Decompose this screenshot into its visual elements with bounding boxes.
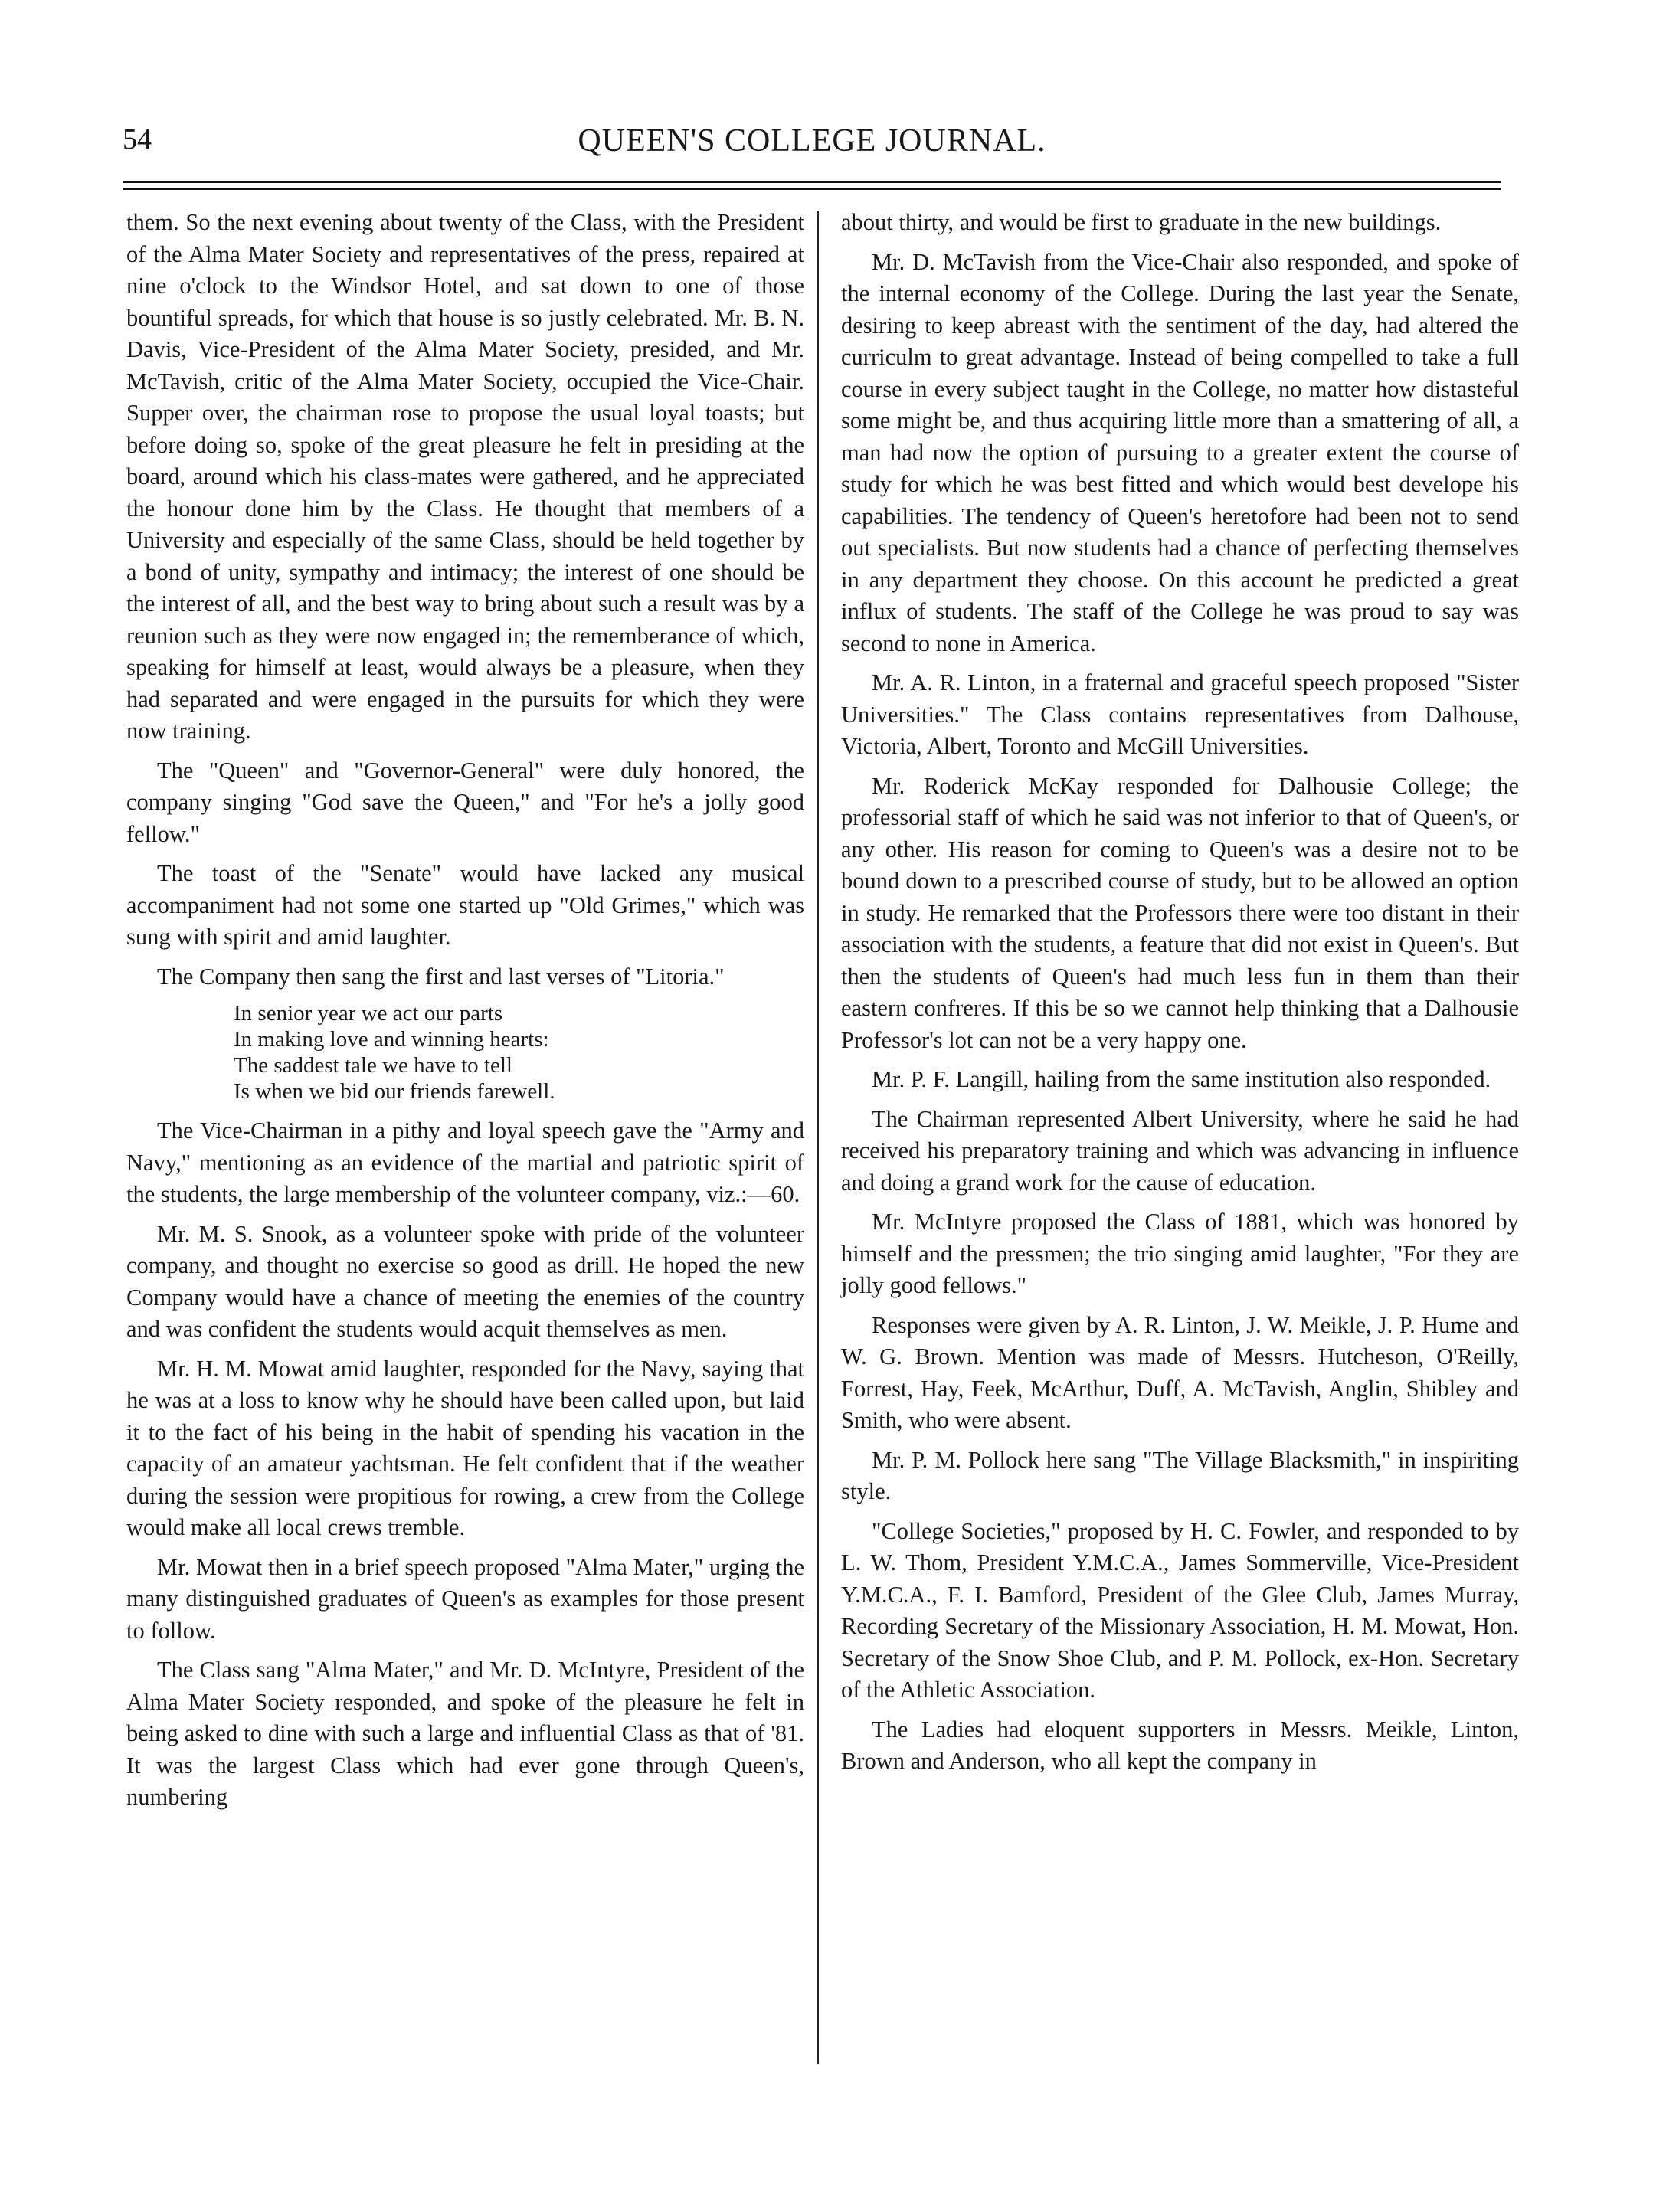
paragraph: Mr. H. M. Mowat amid laughter, responded for the Navy, saying that he was at a loss to know why he should have been called upon, but laid it to the fact of his being in the habit of spending his vacation in the capacity of an amateur yachtsman. He felt confident that if the weather during the session were propitious for rowing, a crew from the College would make all local crews tremble.	[126, 1355, 804, 1540]
column-divider	[817, 211, 819, 2064]
paragraph: them. So the next evening about twenty of the Class, with the President of the Alma Mater Society and representatives of the press, repaired at nine o'clock to the Windsor Hotel, and sat down to one of those bountiful spreads, for which that house is so justly celebrated. Mr. B. N. Davis, Vice-President of the Alma Mater Society, presided, and Mr. McTavish, critic of the Alma Mater Society, occupied the Vice-Chair. Supper over, the chairman rose to propose the usual loyal toasts; but before doing so, spoke of the great pleasure he felt in presiding at the board, around which his class-mates were gathered, and he appreciated the honour done him by the Class. He thought that members of a University and especially of the same Class, should be held together by a bond of unity, sympathy and intimacy; the interest of one should be the interest of all, and the best way to bring about such a result was by a reunion such as they were now engaged in; the rememberance of which, speaking for himself at least, would always be a pleasure, when they had separated and were engaged in the pursuits for which they were now training.	[126, 209, 804, 744]
right-column	[841, 207, 1519, 1785]
verse-line: In making love and winning hearts:	[234, 1027, 549, 1052]
running-title: QUEEN'S COLLEGE JOURNAL.	[578, 123, 1046, 159]
paragraph: The toast of the "Senate" would have lacked any musical accompaniment had not some one started up "Old Grimes," which was sung with spirit and amid laughter.	[126, 860, 804, 950]
litoria-verse	[234, 1000, 804, 1104]
header-rule-bottom	[123, 188, 1501, 190]
verse-line: In senior year we act our parts	[234, 1001, 503, 1026]
page-header	[123, 123, 1501, 169]
paragraph: The Ladies had eloquent supporters in Messrs. Meikle, Linton, Brown and Anderson, who all kept the company in	[841, 1716, 1519, 1774]
paragraph: "College Societies," proposed by H. C. Fowler, and responded to by L. W. Thom, President Y.M.C.A., James Sommerville, Vice-President Y.M.C.A., F. I. Bamford, President of the Glee Club, James Murray, Recording Secretary of the Missionary Association, H. M. Mowat, Hon. Secretary of the Snow Shoe Club, and P. M. Pollock, ex-Hon. Secretary of the Athletic Association.	[841, 1517, 1519, 1703]
left-column	[126, 207, 804, 1821]
verse-line: The saddest tale we have to tell	[234, 1053, 512, 1078]
paragraph: The Class sang "Alma Mater," and Mr. D. McIntyre, President of the Alma Mater Society responded, and spoke of the pleasure he felt in being asked to dine with such a large and influential Class as that of '81. It was the largest Class which had ever gone through Queen's, numbering	[126, 1657, 804, 1810]
paragraph: The Vice-Chairman in a pithy and loyal speech gave the "Army and Navy," mentioning as an evidence of the martial and patriotic spirit of the students, the large membership of the volunteer company, viz.:—60.	[126, 1117, 804, 1207]
paragraph: Mr. McIntyre proposed the Class of 1881, which was honored by himself and the pressmen; the trio singing amid laughter, "For they are jolly good fellows."	[841, 1209, 1519, 1298]
paragraph: Mr. P. M. Pollock here sang "The Village Blacksmith," in inspiriting style.	[841, 1446, 1519, 1504]
paragraph: Mr. Roderick McKay responded for Dalhousie College; the professorial staff of which he said was not inferior to that of Queen's, or any other. His reason for coming to Queen's was a desire not to be bound down to a prescribed course of study, but to be allowed an option in study. He remarked that the Professors there were too distant in their association with the students, a feature that did not exist in Queen's. But then the students of Queen's had much less fun in them than their eastern confreres. If this be so we cannot help thinking that a Dalhousie Professor's lot can not be a very happy one.	[841, 772, 1519, 1053]
paragraph: The "Queen" and "Governor-General" were duly honored, the company singing "God save the Queen," and "For he's a jolly good fellow."	[126, 757, 804, 847]
paragraph: Responses were given by A. R. Linton, J. W. Meikle, J. P. Hume and W. G. Brown. Mention was made of Messrs. Hutcheson, O'Reilly, Forrest, Hay, Feek, McArthur, Duff, A. McTavish, Anglin, Shibley and Smith, who were absent.	[841, 1311, 1519, 1433]
header-rule-top	[123, 181, 1501, 183]
page-number: 54	[123, 123, 152, 155]
paragraph: about thirty, and would be first to graduate in the new buildings.	[841, 209, 1442, 235]
paragraph: Mr. Mowat then in a brief speech proposed "Alma Mater," urging the many distinguished graduates of Queen's as examples for those present to follow.	[126, 1553, 804, 1644]
paragraph: Mr. D. McTavish from the Vice-Chair also responded, and spoke of the internal economy of the College. During the last year the Senate, desiring to keep abreast with the sentiment of the day, had altered the curriculm to great advantage. Instead of being compelled to take a full course in every subject taught in the College, no matter how distasteful some might be, and thus acquiring little more than a smattering of all, a man had now the option of pursuing to a greater extent the course of study for which he was best fitted and which would best develope his capabilities. The tendency of Queen's heretofore had been not to send out specialists. But now students had a chance of perfecting themselves in any department they choose. On this account he predicted a great influx of students. The staff of the College he was proud to say was second to none in America.	[841, 248, 1519, 656]
paragraph: Mr. M. S. Snook, as a volunteer spoke with pride of the volunteer company, and thought no exercise so good as drill. He hoped the new Company would have a chance of meeting the enemies of the country and was confident the students would acquit themselves as men.	[126, 1220, 804, 1342]
paragraph: The Company then sang the first and last verses of "Litoria."	[157, 963, 725, 990]
paragraph: The Chairman represented Albert University, where he said he had received his preparatory training and which was advancing in influence and doing a grand work for the cause of education.	[841, 1105, 1519, 1196]
paragraph: Mr. A. R. Linton, in a fraternal and graceful speech proposed "Sister Universities." The Class contains representatives from Dalhouse, Victoria, Albert, Toronto and McGill Universities.	[841, 669, 1519, 759]
paragraph: Mr. P. F. Langill, hailing from the same institution also responded.	[872, 1066, 1491, 1092]
verse-line: Is when we bid our friends farewell.	[234, 1079, 555, 1104]
